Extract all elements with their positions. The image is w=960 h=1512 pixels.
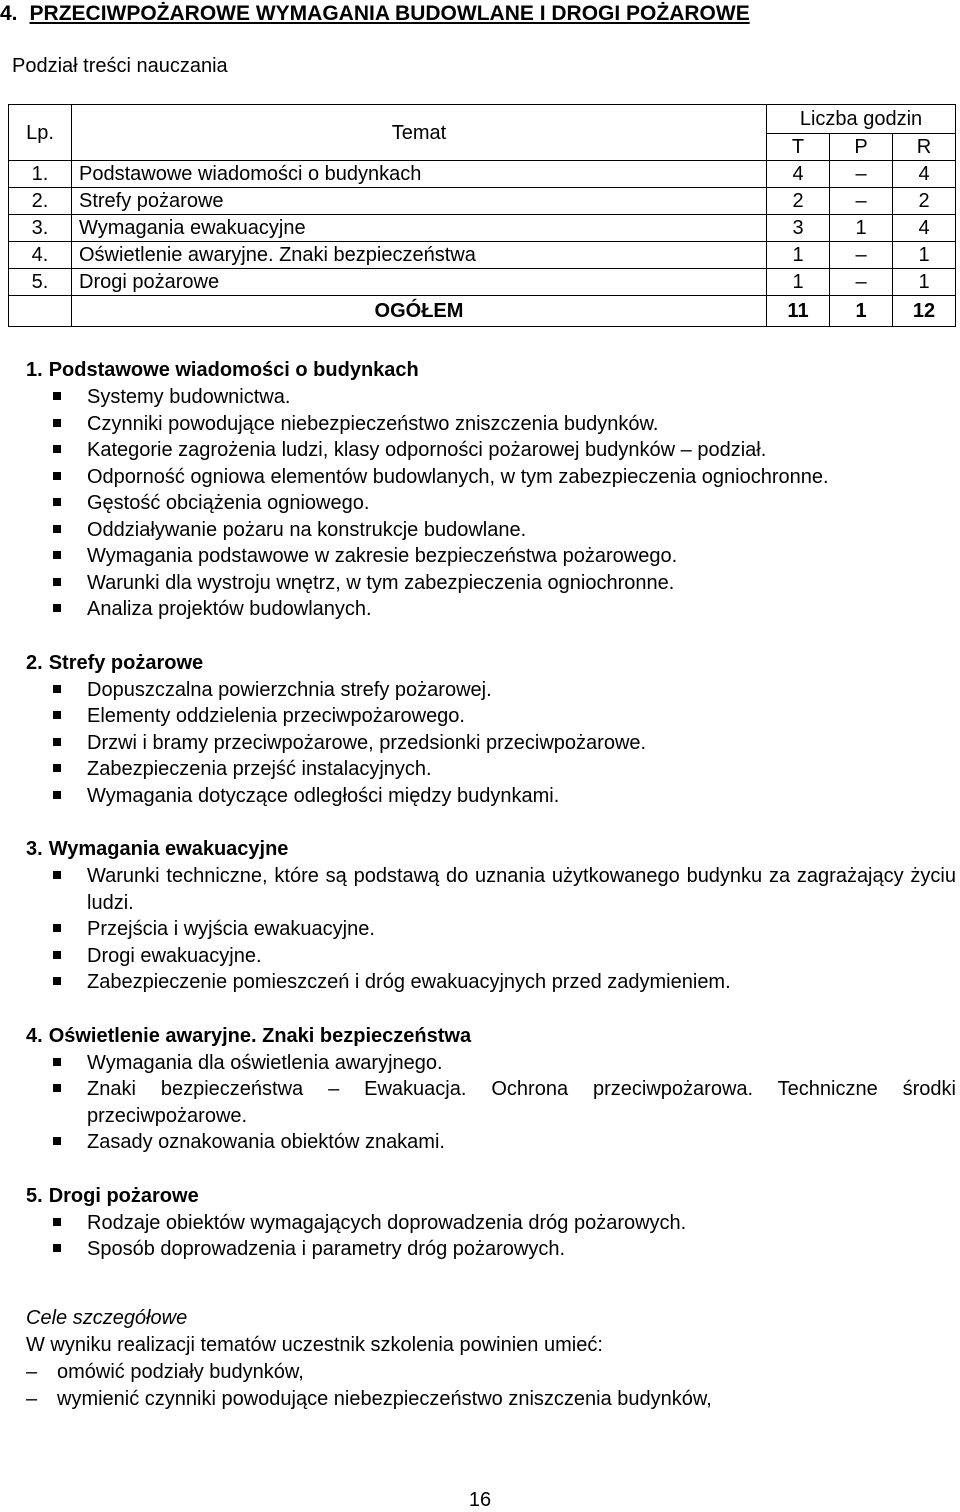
list-item: Dopuszczalna powierzchnia strefy pożarowej. <box>26 677 956 704</box>
square-bullet-icon <box>53 871 61 879</box>
topic-sections <box>26 356 956 1289</box>
list-item: Warunki dla wystroju wnętrz, w tym zabezpieczenia ogniochronne. <box>26 570 956 597</box>
square-bullet-icon <box>53 419 61 427</box>
square-bullet-icon <box>53 604 61 612</box>
square-bullet-icon <box>53 1244 61 1252</box>
list-item: Gęstość obciążenia ogniowego. <box>26 490 956 517</box>
header-hours: Liczba godzin <box>767 105 956 134</box>
list-item: Analiza projektów budowlanych. <box>26 596 956 623</box>
list-item: Elementy oddzielenia przeciwpożarowego. <box>26 703 956 730</box>
row-p: – <box>830 269 893 296</box>
list-item: Systemy budownictwa. <box>26 384 956 411</box>
row-lp: 3. <box>9 215 72 242</box>
section-title: 3. Wymagania ewakuacyjne <box>26 838 289 860</box>
row-lp: 1. <box>9 161 72 188</box>
list-item: Zabezpieczenie pomieszczeń i dróg ewakuacyjnych przed zadymieniem. <box>26 969 956 996</box>
table-row <box>9 161 956 188</box>
row-lp: 5. <box>9 269 72 296</box>
list-item: Zasady oznakowania obiektów znakami. <box>26 1129 956 1156</box>
row-r: 4 <box>893 215 956 242</box>
square-bullet-icon <box>53 551 61 559</box>
section-items <box>26 384 956 623</box>
chapter-number: 4. <box>0 2 18 25</box>
square-bullet-icon <box>53 392 61 400</box>
row-t: 1 <box>767 269 830 296</box>
square-bullet-icon <box>53 1084 61 1092</box>
page-number: 16 <box>468 1489 492 1511</box>
row-t: 3 <box>767 215 830 242</box>
row-topic: Strefy pożarowe <box>72 188 767 215</box>
list-item: Wymagania podstawowe w zakresie bezpieczeństwa pożarowego. <box>26 543 956 570</box>
section-title: 5. Drogi pożarowe <box>26 1184 199 1207</box>
chapter-title: PRZECIWPOŻAROWE WYMAGANIA BUDOWLANE I DROGI POŻAROWE <box>29 2 750 25</box>
table-row <box>9 188 956 215</box>
section-2 <box>26 649 956 810</box>
square-bullet-icon <box>53 578 61 586</box>
goals-intro: W wyniku realizacji tematów uczestnik szkolenia powinien umieć: <box>26 1334 603 1356</box>
total-t: 11 <box>767 296 830 327</box>
total-label: OGÓŁEM <box>72 296 767 327</box>
row-p: – <box>830 161 893 188</box>
table-row <box>9 269 956 296</box>
square-bullet-icon <box>53 472 61 480</box>
list-item: Zabezpieczenia przejść instalacyjnych. <box>26 756 956 783</box>
row-topic: Drogi pożarowe <box>72 269 767 296</box>
header-p: P <box>830 134 893 161</box>
square-bullet-icon <box>53 924 61 932</box>
square-bullet-icon <box>53 764 61 772</box>
square-bullet-icon <box>53 791 61 799</box>
total-r: 12 <box>893 296 956 327</box>
square-bullet-icon <box>53 1137 61 1145</box>
list-item: Kategorie zagrożenia ludzi, klasy odporności pożarowej budynków – podział. <box>26 437 956 464</box>
list-item: Odporność ogniowa elementów budowlanych, w tym zabezpieczenia ogniochronne. <box>26 464 956 491</box>
row-t: 4 <box>767 161 830 188</box>
square-bullet-icon <box>53 1218 61 1226</box>
row-topic: Podstawowe wiadomości o budynkach <box>72 161 767 188</box>
section-3 <box>26 835 956 996</box>
square-bullet-icon <box>53 711 61 719</box>
goals-list <box>26 1359 956 1413</box>
section-items <box>26 1210 956 1263</box>
list-item: Wymagania dla oświetlenia awaryjnego. <box>26 1050 956 1077</box>
square-bullet-icon <box>53 685 61 693</box>
row-r: 4 <box>893 161 956 188</box>
header-t: T <box>767 134 830 161</box>
list-item: Czynniki powodujące niebezpieczeństwo zniszczenia budynków. <box>26 411 956 438</box>
section-5 <box>26 1182 956 1263</box>
row-topic: Oświetlenie awaryjne. Znaki bezpieczeństwa <box>72 242 767 269</box>
content-division-label: Podział treści nauczania <box>12 55 228 77</box>
list-item: Znaki bezpieczeństwa – Ewakuacja. Ochrona przeciwpożarowa. Techniczne środki przeciwpożarowe. <box>26 1076 956 1129</box>
section-items <box>26 677 956 810</box>
row-t: 1 <box>767 242 830 269</box>
row-lp: 2. <box>9 188 72 215</box>
list-item: Wymagania dotyczące odległości między budynkami. <box>26 783 956 810</box>
row-r: 1 <box>893 269 956 296</box>
section-items <box>26 863 956 996</box>
square-bullet-icon <box>53 445 61 453</box>
row-p: – <box>830 242 893 269</box>
list-item: Przejścia i wyjścia ewakuacyjne. <box>26 916 956 943</box>
dash-bullet-icon: – <box>26 1388 38 1410</box>
row-r: 1 <box>893 242 956 269</box>
square-bullet-icon <box>53 977 61 985</box>
goals-title: Cele szczegółowe <box>26 1307 188 1329</box>
row-r: 2 <box>893 188 956 215</box>
section-title: 1. Podstawowe wiadomości o budynkach <box>26 359 419 381</box>
header-r: R <box>893 134 956 161</box>
row-lp: 4. <box>9 242 72 269</box>
row-p: – <box>830 188 893 215</box>
section-1 <box>26 356 956 623</box>
list-item: Oddziaływanie pożaru na konstrukcje budowlane. <box>26 517 956 544</box>
square-bullet-icon <box>53 498 61 506</box>
total-row <box>9 296 956 327</box>
row-topic: Wymagania ewakuacyjne <box>72 215 767 242</box>
header-topic: Temat <box>72 105 767 161</box>
list-item: Drzwi i bramy przeciwpożarowe, przedsionki przeciwpożarowe. <box>26 730 956 757</box>
table-row <box>9 215 956 242</box>
section-items <box>26 1050 956 1156</box>
list-item: Sposób doprowadzenia i parametry dróg pożarowych. <box>26 1236 956 1263</box>
total-empty-cell <box>9 296 72 327</box>
section-title: 2. Strefy pożarowe <box>26 651 204 674</box>
square-bullet-icon <box>53 738 61 746</box>
total-p: 1 <box>830 296 893 327</box>
square-bullet-icon <box>53 1058 61 1066</box>
section-4 <box>26 1022 956 1156</box>
header-lp: Lp. <box>9 105 72 161</box>
list-item: – omówić podziały budynków, <box>26 1359 956 1386</box>
list-item: Rodzaje obiektów wymagających doprowadzenia dróg pożarowych. <box>26 1210 956 1237</box>
table-row <box>9 242 956 269</box>
section-title: 4. Oświetlenie awaryjne. Znaki bezpieczeństwa <box>26 1024 472 1047</box>
row-p: 1 <box>830 215 893 242</box>
dash-bullet-icon: – <box>26 1361 38 1383</box>
square-bullet-icon <box>53 525 61 533</box>
square-bullet-icon <box>53 951 61 959</box>
chapter-heading <box>0 0 750 28</box>
list-item: Warunki techniczne, które są podstawą do uznania użytkowanego budynku za zagrażający życiu ludzi. <box>26 863 956 916</box>
detailed-goals <box>26 1305 956 1413</box>
row-t: 2 <box>767 188 830 215</box>
list-item: Drogi ewakuacyjne. <box>26 943 956 970</box>
list-item: – wymienić czynniki powodujące niebezpieczeństwo zniszczenia budynków, <box>26 1386 956 1413</box>
hours-table <box>8 104 956 327</box>
